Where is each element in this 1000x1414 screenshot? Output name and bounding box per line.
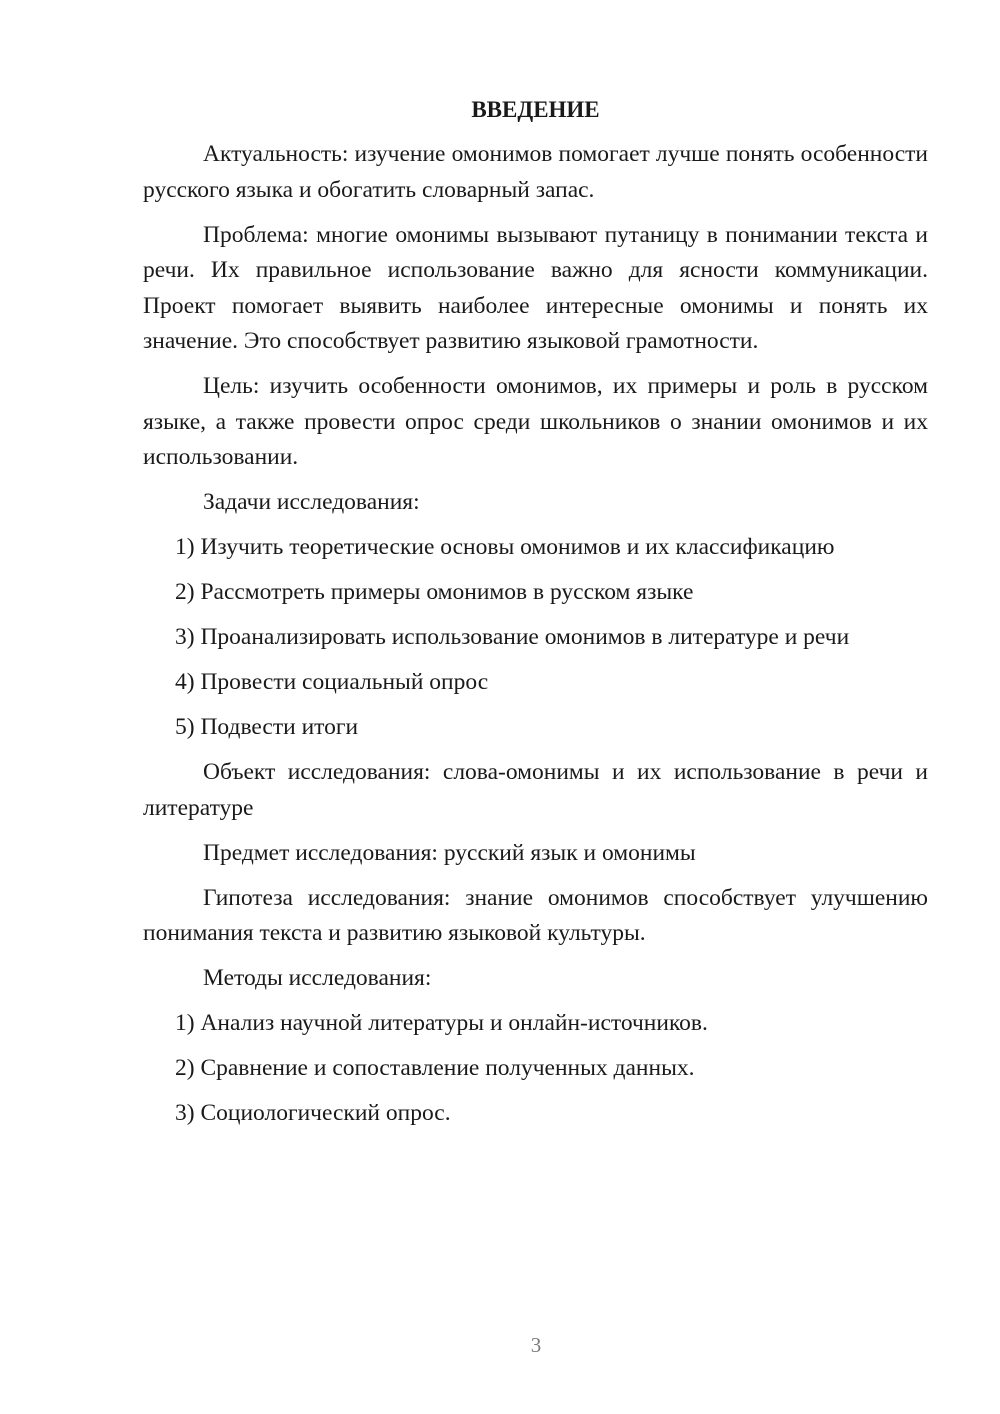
subject-paragraph: Предмет исследования: русский язык и омонимы (203, 839, 696, 866)
methods-list (143, 1006, 928, 1132)
tasks-list (143, 530, 928, 746)
list-item: 3) Социологический опрос. (175, 1100, 451, 1126)
relevance-paragraph: Актуальность: изучение омонимов помогает лучше понять особенности русского языка и обогатить словарный запас. (143, 141, 928, 203)
list-item: 4) Провести социальный опрос (175, 669, 489, 695)
page-title: ВВЕДЕНИЕ (471, 97, 600, 122)
hypothesis-paragraph: Гипотеза исследования: знание омонимов способствует улучшению понимания текста и развитию языковой культуры. (143, 884, 928, 946)
object-paragraph: Объект исследования: слова-омонимы и их использование в речи и литературе (143, 759, 928, 821)
methods-heading: Методы исследования: (203, 965, 432, 991)
goal-paragraph: Цель: изучить особенности омонимов, их примеры и роль в русском языке, а также провести опрос среди школьников о знании омонимов и их использовании. (143, 373, 928, 470)
document-page (143, 92, 928, 1141)
list-item: 2) Рассмотреть примеры омонимов в русском языке (175, 579, 694, 605)
list-item: 3) Проанализировать использование омонимов в литературе и речи (175, 624, 850, 650)
tasks-heading: Задачи исследования: (203, 489, 420, 515)
page-number: 3 (530, 1333, 542, 1357)
list-item: 1) Анализ научной литературы и онлайн-источников. (175, 1010, 708, 1036)
list-item: 5) Подвести итоги (175, 714, 359, 740)
list-item: 1) Изучить теоретические основы омонимов и их классификацию (175, 534, 835, 560)
problem-paragraph: Проблема: многие омонимы вызывают путаницу в понимании текста и речи. Их правильное использование важно для ясности коммуникации. Проект помогает выявить наиболее интересные омонимы и понять их значение. Это способствует развитию языковой грамотности. (143, 221, 928, 354)
list-item: 2) Сравнение и сопоставление полученных данных. (175, 1055, 695, 1081)
